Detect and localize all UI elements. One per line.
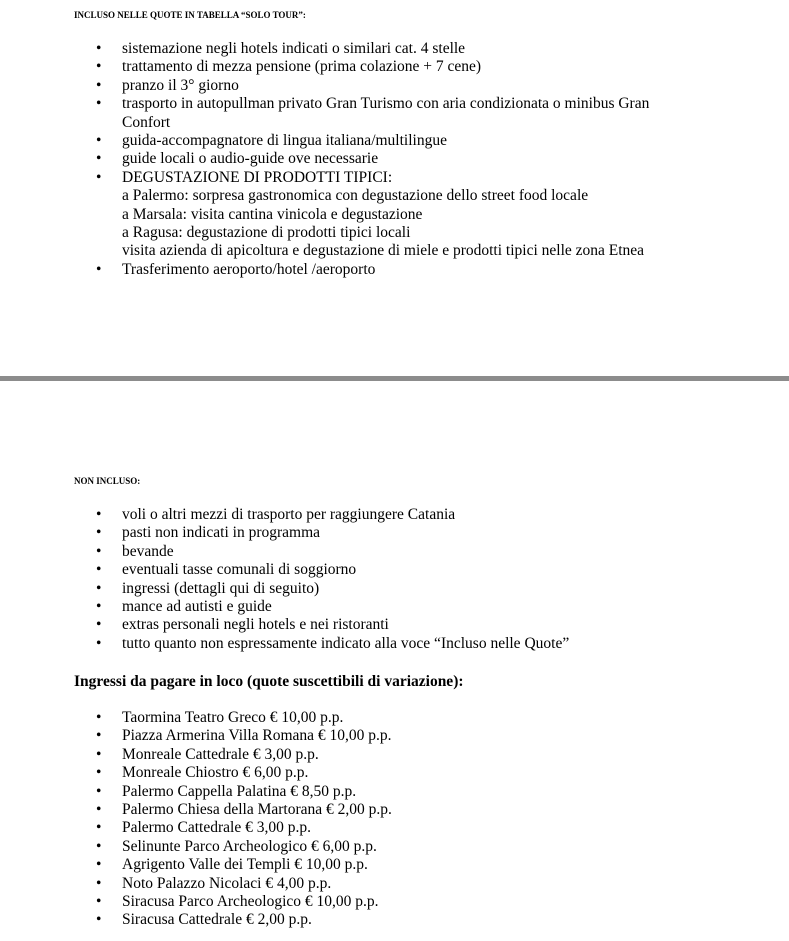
- list-item: • guida-accompagnatore di lingua italiana/multilingue: [96, 132, 696, 150]
- tasting-title: • DEGUSTAZIONE DI PRODOTTI TIPICI:: [122, 168, 393, 186]
- list-item: • Siracusa Cattedrale € 2,00 p.p.: [96, 911, 736, 929]
- included-list: [96, 40, 696, 279]
- list-item: • sistemazione negli hotels indicati o similari cat. 4 stelle: [96, 40, 696, 58]
- list-item: • Trasferimento aeroporto/hotel /aeroporto: [96, 261, 696, 279]
- list-item: • Agrigento Valle dei Templi € 10,00 p.p.: [96, 856, 736, 874]
- list-item: • Palermo Cattedrale € 3,00 p.p.: [96, 819, 736, 837]
- tasting-line: visita azienda di apicoltura e degustazione di miele e prodotti tipici nelle zona Etnea: [122, 242, 645, 260]
- list-item: • extras personali negli hotels e nei ristoranti: [96, 616, 736, 634]
- list-item: • trasporto in autopullman privato Gran Turismo con aria condizionata o minibus Gran Confort: [96, 95, 696, 132]
- list-item: • pranzo il 3° giorno: [96, 77, 696, 95]
- list-item: • Monreale Cattedrale € 3,00 p.p.: [96, 746, 736, 764]
- list-item: • bevande: [96, 543, 736, 561]
- not-included-list: [96, 506, 736, 653]
- list-item: • Palermo Chiesa della Martorana € 2,00 p.p.: [96, 801, 736, 819]
- list-item: • pasti non indicati in programma: [96, 524, 736, 542]
- list-item: • ingressi (dettagli qui di seguito): [96, 580, 736, 598]
- list-item: • Siracusa Parco Archeologico € 10,00 p.p.: [96, 893, 736, 911]
- list-item: • Taormina Teatro Greco € 10,00 p.p.: [96, 709, 736, 727]
- tasting-line: a Marsala: visita cantina vinicola e degustazione: [122, 205, 423, 223]
- page-divider: [0, 376, 789, 381]
- list-item: • Palermo Cappella Palatina € 8,50 p.p.: [96, 783, 736, 801]
- entrances-heading: Ingressi da pagare in loco (quote suscettibili di variazione):: [74, 673, 464, 690]
- list-item: • mance ad autisti e guide: [96, 598, 736, 616]
- list-item-tasting: [96, 169, 696, 261]
- tasting-line: a Palermo: sorpresa gastronomica con degustazione dello street food locale: [122, 187, 589, 205]
- list-item: • guide locali o audio-guide ove necessarie: [96, 150, 696, 168]
- list-item: • trattamento di mezza pensione (prima colazione + 7 cene): [96, 58, 696, 76]
- not-included-heading: NON INCLUSO:: [74, 476, 141, 486]
- list-item: • voli o altri mezzi di trasporto per raggiungere Catania: [96, 506, 736, 524]
- list-item: • eventuali tasse comunali di soggiorno: [96, 561, 736, 579]
- list-item: • Noto Palazzo Nicolaci € 4,00 p.p.: [96, 875, 736, 893]
- included-heading: INCLUSO NELLE QUOTE IN TABELLA “SOLO TOUR”:: [74, 10, 306, 20]
- list-item: • Monreale Chiostro € 6,00 p.p.: [96, 764, 736, 782]
- list-item: • tutto quanto non espressamente indicato alla voce “Incluso nelle Quote”: [96, 635, 736, 653]
- list-item: • Piazza Armerina Villa Romana € 10,00 p.p.: [96, 727, 736, 745]
- list-item: • Selinunte Parco Archeologico € 6,00 p.p.: [96, 838, 736, 856]
- tasting-line: a Ragusa: degustazione di prodotti tipici locali: [122, 224, 411, 242]
- entrances-list: [96, 709, 736, 930]
